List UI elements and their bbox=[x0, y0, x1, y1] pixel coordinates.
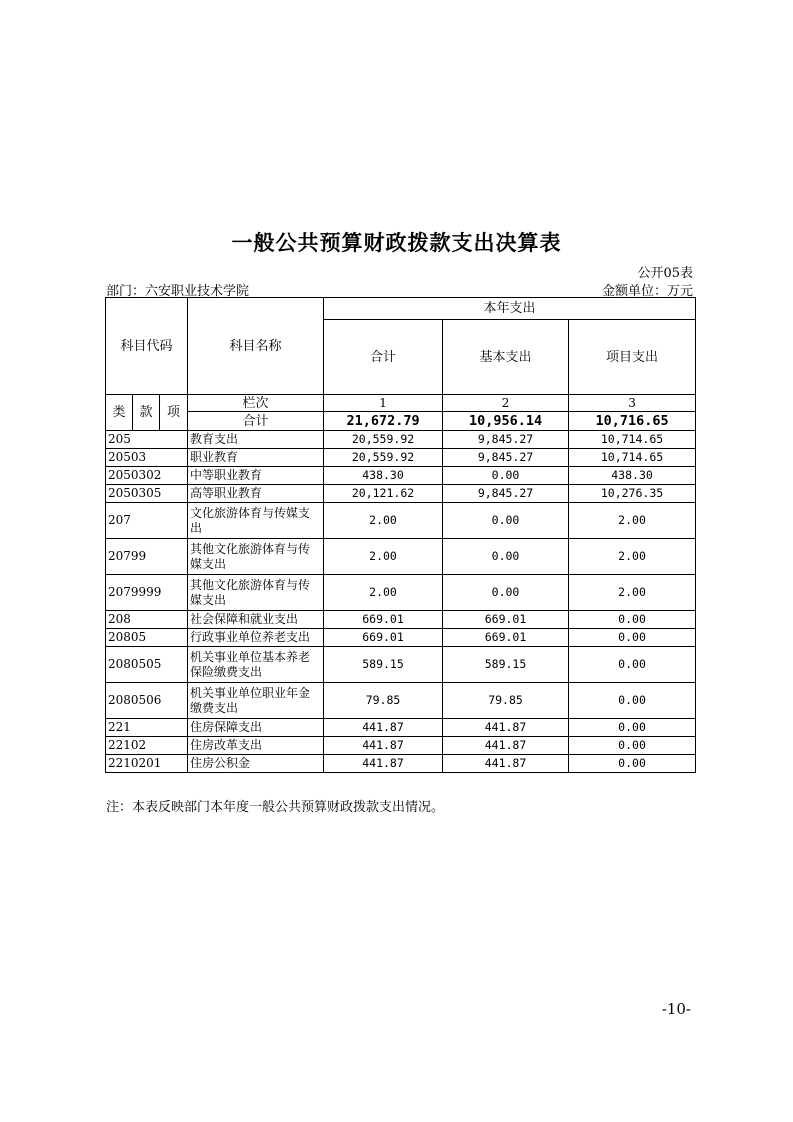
row-code: 22102 bbox=[106, 737, 188, 755]
row-basic: 669.01 bbox=[443, 629, 569, 647]
row-basic: 9,845.27 bbox=[443, 485, 569, 503]
table-body bbox=[106, 298, 696, 773]
row-project: 2.00 bbox=[569, 539, 696, 575]
page-number: -10- bbox=[661, 1000, 691, 1018]
row-total: 438.30 bbox=[324, 467, 443, 485]
row-code: 2050302 bbox=[106, 467, 188, 485]
row-code: 20503 bbox=[106, 449, 188, 467]
name-header: 科目名称 bbox=[188, 298, 324, 395]
row-total: 441.87 bbox=[324, 737, 443, 755]
sum-project: 10,716.65 bbox=[569, 412, 696, 431]
table-row bbox=[106, 755, 696, 773]
row-basic: 9,845.27 bbox=[443, 431, 569, 449]
row-project: 10,714.65 bbox=[569, 449, 696, 467]
row-basic: 589.15 bbox=[443, 647, 569, 683]
row-name: 中等职业教育 bbox=[188, 467, 324, 485]
row-code: 20799 bbox=[106, 539, 188, 575]
row-name: 高等职业教育 bbox=[188, 485, 324, 503]
row-total: 2.00 bbox=[324, 503, 443, 539]
row-project: 0.00 bbox=[569, 611, 696, 629]
row-basic: 0.00 bbox=[443, 575, 569, 611]
form-number: 公开05表 bbox=[637, 266, 693, 281]
column-no-1: 1 bbox=[324, 395, 443, 412]
table-row bbox=[106, 629, 696, 647]
row-project: 0.00 bbox=[569, 647, 696, 683]
row-basic: 9,845.27 bbox=[443, 449, 569, 467]
row-code: 2079999 bbox=[106, 575, 188, 611]
table-row bbox=[106, 449, 696, 467]
row-project: 0.00 bbox=[569, 719, 696, 737]
row-project: 0.00 bbox=[569, 683, 696, 719]
row-code: 208 bbox=[106, 611, 188, 629]
column-no-3: 3 bbox=[569, 395, 696, 412]
row-total: 441.87 bbox=[324, 755, 443, 773]
expenditure-table bbox=[105, 297, 696, 773]
row-code: 2210201 bbox=[106, 755, 188, 773]
current-year-header: 本年支出 bbox=[324, 298, 696, 320]
row-code: 221 bbox=[106, 719, 188, 737]
table-row bbox=[106, 683, 696, 719]
row-basic: 441.87 bbox=[443, 755, 569, 773]
sum-total: 21,672.79 bbox=[324, 412, 443, 431]
row-code: 207 bbox=[106, 503, 188, 539]
kuan-header: 款 bbox=[133, 395, 160, 431]
row-project: 438.30 bbox=[569, 467, 696, 485]
table-row bbox=[106, 719, 696, 737]
page-title: 一般公共预算财政拨款支出决算表 bbox=[231, 231, 562, 255]
table-row bbox=[106, 539, 696, 575]
row-total: 2.00 bbox=[324, 539, 443, 575]
column-no-2: 2 bbox=[443, 395, 569, 412]
table-row bbox=[106, 503, 696, 539]
table-row bbox=[106, 431, 696, 449]
row-name: 住房保障支出 bbox=[188, 719, 324, 737]
row-total: 2.00 bbox=[324, 575, 443, 611]
row-basic: 0.00 bbox=[443, 503, 569, 539]
row-project: 10,714.65 bbox=[569, 431, 696, 449]
row-name: 住房改革支出 bbox=[188, 737, 324, 755]
sum-row bbox=[106, 412, 696, 431]
header-row-1 bbox=[106, 298, 696, 320]
column-no-label: 栏次 bbox=[188, 395, 324, 412]
row-basic: 441.87 bbox=[443, 737, 569, 755]
row-code: 20805 bbox=[106, 629, 188, 647]
row-project: 10,276.35 bbox=[569, 485, 696, 503]
row-project: 0.00 bbox=[569, 737, 696, 755]
row-total: 20,121.62 bbox=[324, 485, 443, 503]
row-basic: 79.85 bbox=[443, 683, 569, 719]
row-total: 20,559.92 bbox=[324, 449, 443, 467]
department-label: 部门：六安职业技术学院 bbox=[106, 284, 250, 299]
row-project: 0.00 bbox=[569, 629, 696, 647]
unit-label: 金额单位：万元 bbox=[601, 284, 693, 299]
xiang-header: 项 bbox=[160, 395, 188, 431]
row-basic: 669.01 bbox=[443, 611, 569, 629]
table-row bbox=[106, 737, 696, 755]
row-name: 教育支出 bbox=[188, 431, 324, 449]
basic-header: 基本支出 bbox=[443, 320, 569, 395]
project-header: 项目支出 bbox=[569, 320, 696, 395]
row-name: 机关事业单位职业年金缴费支出 bbox=[188, 683, 324, 719]
row-basic: 0.00 bbox=[443, 539, 569, 575]
sum-label: 合计 bbox=[188, 412, 324, 431]
footnote: 注：本表反映部门本年度一般公共预算财政拨款支出情况。 bbox=[106, 800, 445, 815]
code-header: 科目代码 bbox=[106, 298, 188, 395]
row-code: 2050305 bbox=[106, 485, 188, 503]
row-name: 机关事业单位基本养老保险缴费支出 bbox=[188, 647, 324, 683]
table-row bbox=[106, 575, 696, 611]
row-code: 2080505 bbox=[106, 647, 188, 683]
row-basic: 441.87 bbox=[443, 719, 569, 737]
sum-basic: 10,956.14 bbox=[443, 412, 569, 431]
lei-header: 类 bbox=[106, 395, 133, 431]
row-code: 2080506 bbox=[106, 683, 188, 719]
table-row bbox=[106, 485, 696, 503]
row-project: 0.00 bbox=[569, 755, 696, 773]
row-project: 2.00 bbox=[569, 575, 696, 611]
total-header: 合计 bbox=[324, 320, 443, 395]
row-name: 行政事业单位养老支出 bbox=[188, 629, 324, 647]
table-row bbox=[106, 467, 696, 485]
row-code: 205 bbox=[106, 431, 188, 449]
row-total: 589.15 bbox=[324, 647, 443, 683]
row-total: 79.85 bbox=[324, 683, 443, 719]
table-row bbox=[106, 647, 696, 683]
row-name: 其他文化旅游体育与传媒支出 bbox=[188, 575, 324, 611]
row-name: 其他文化旅游体育与传媒支出 bbox=[188, 539, 324, 575]
row-basic: 0.00 bbox=[443, 467, 569, 485]
row-total: 669.01 bbox=[324, 611, 443, 629]
row-total: 669.01 bbox=[324, 629, 443, 647]
row-name: 职业教育 bbox=[188, 449, 324, 467]
row-total: 441.87 bbox=[324, 719, 443, 737]
row-name: 住房公积金 bbox=[188, 755, 324, 773]
row-total: 20,559.92 bbox=[324, 431, 443, 449]
table-row bbox=[106, 611, 696, 629]
row-name: 文化旅游体育与传媒支出 bbox=[188, 503, 324, 539]
column-number-row bbox=[106, 395, 696, 412]
row-project: 2.00 bbox=[569, 503, 696, 539]
row-name: 社会保障和就业支出 bbox=[188, 611, 324, 629]
